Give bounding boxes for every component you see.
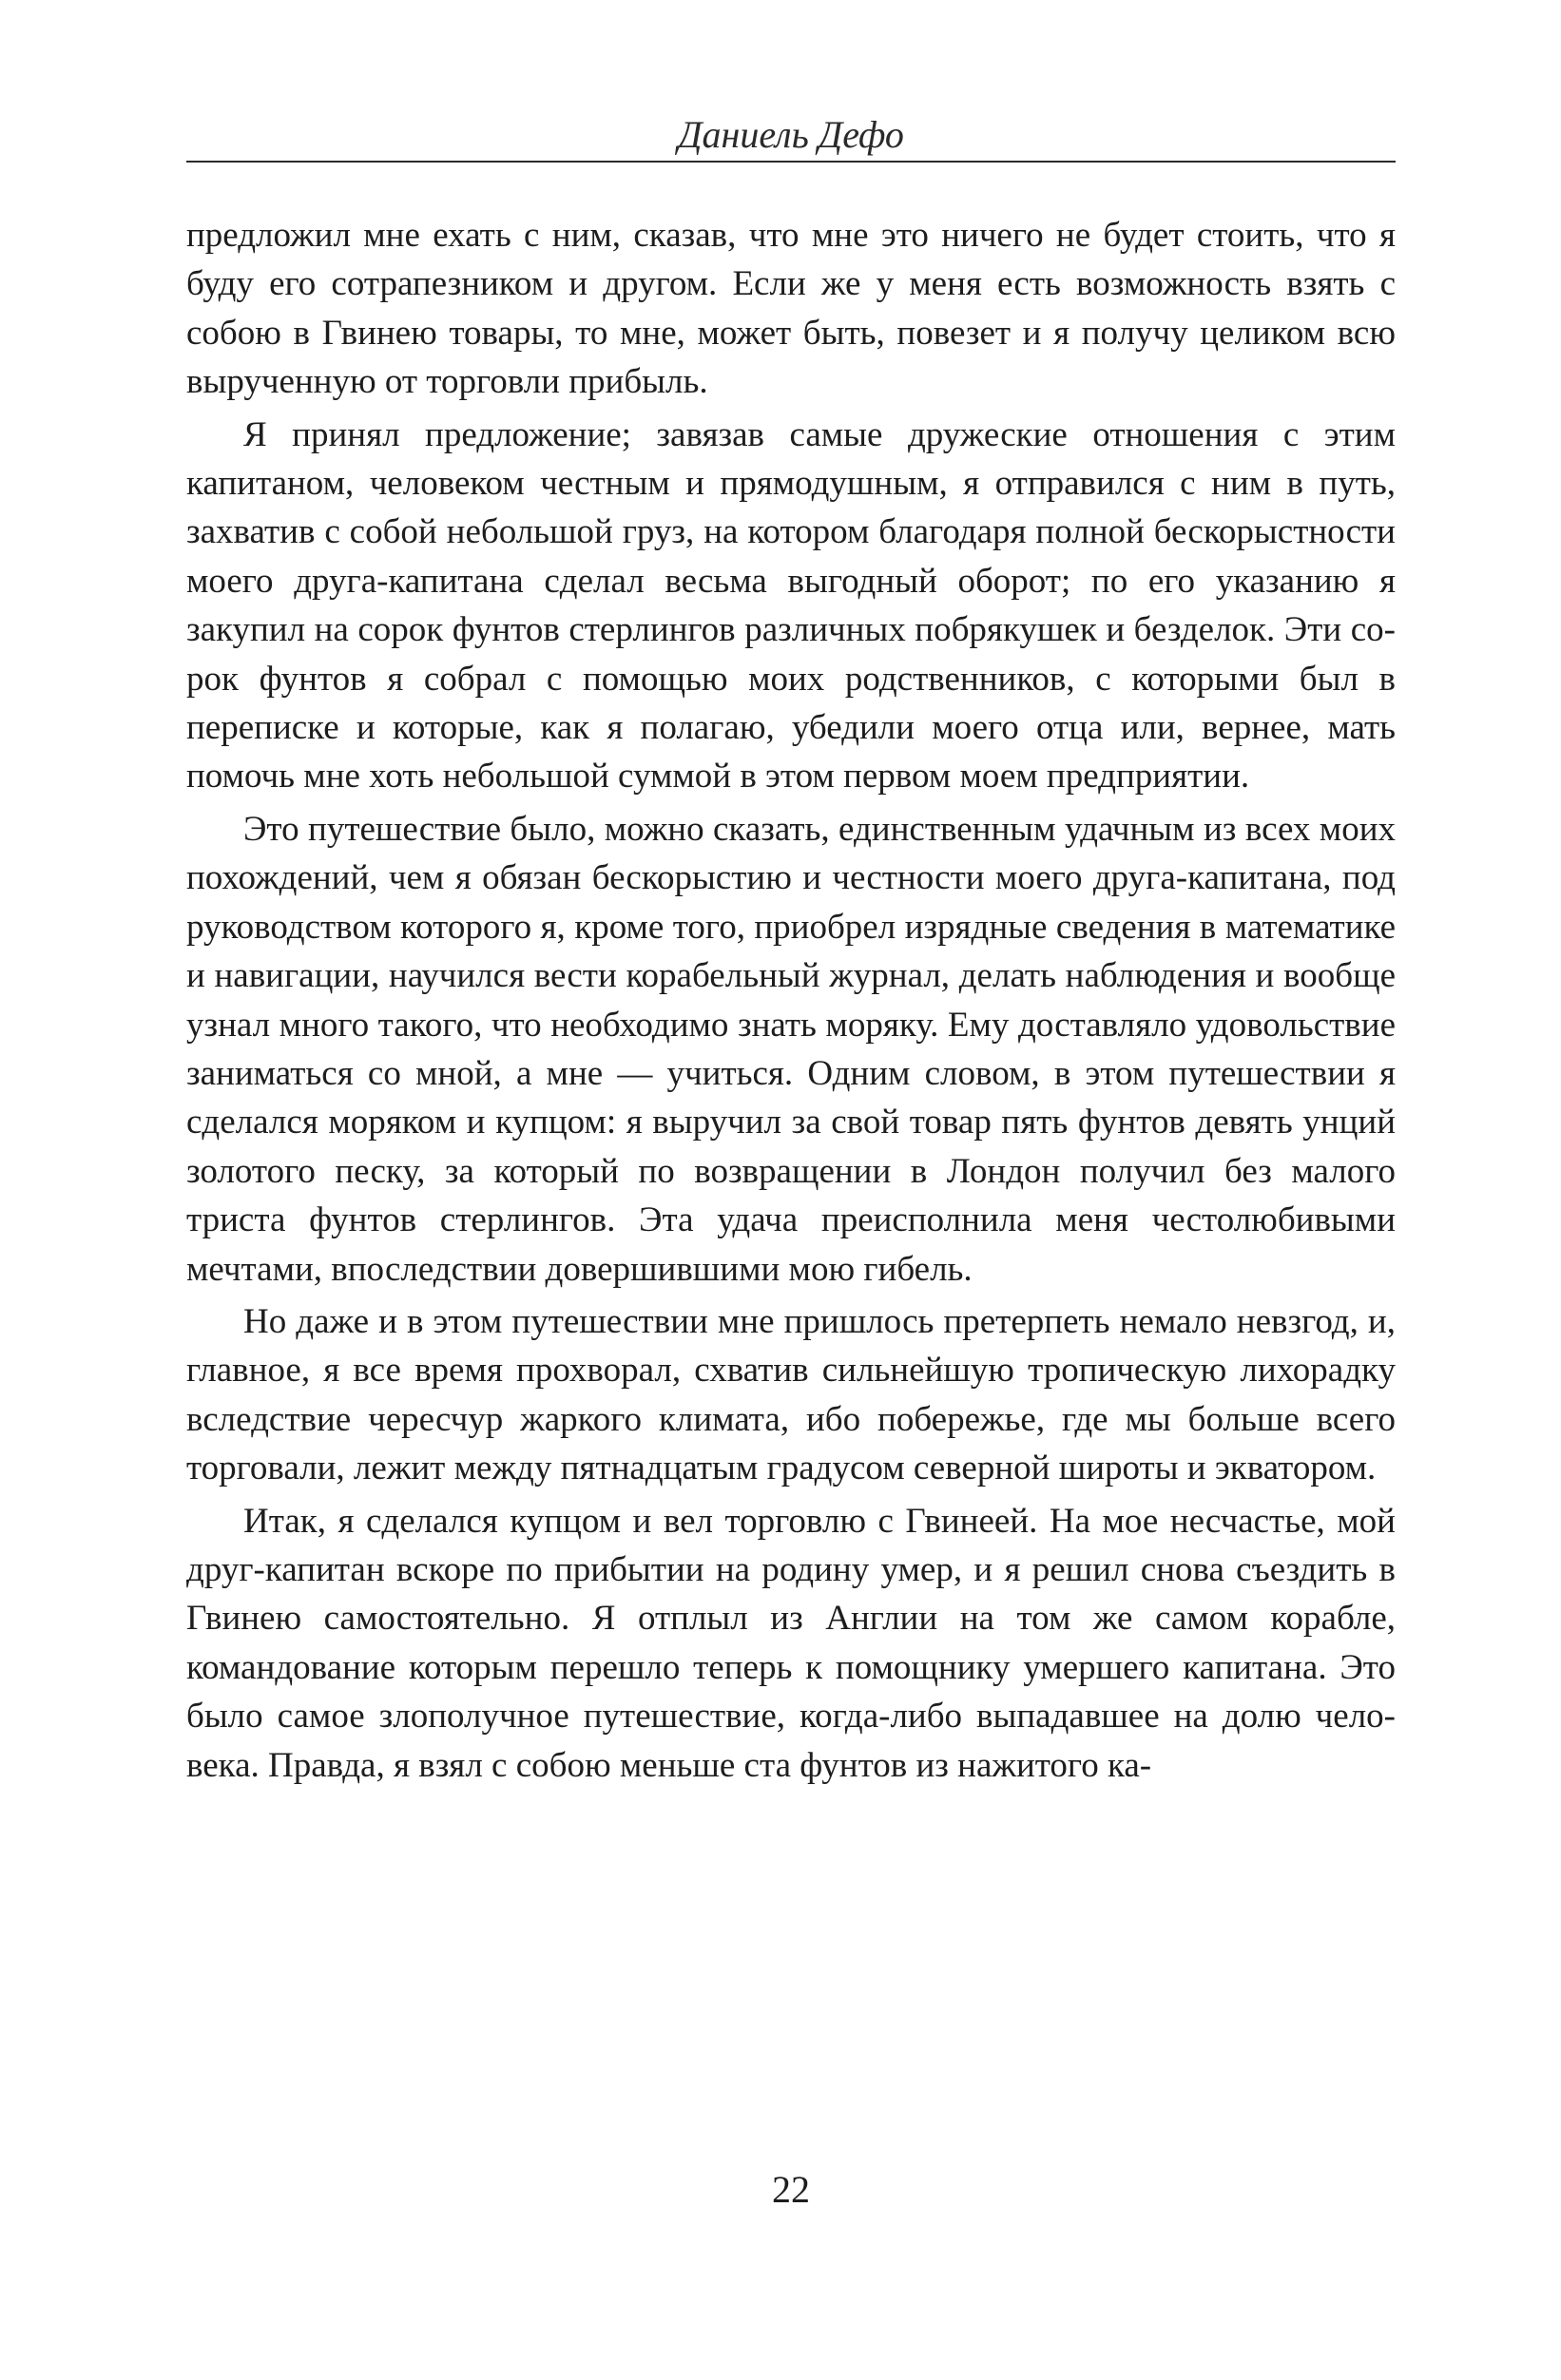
paragraph-2: Я принял предложение; завязав самые дружеские отношения с этим капитаном, человеком честным и прямодушным, я отправился с ним в путь, захватив с собой небольшой груз, на котором благодаря полной бескорыстности моего друга-капитана сделал весьма выгодный оборот; по его указанию я закупил на сорок фунтов стерлингов различных побрякушек и безделок. Эти сорок фунтов я собрал с помощью моих родственников, с которыми был в переписке и которые, как я полагаю, убедили моего отца или, вернее, мать помочь мне хоть небольшой суммой в этом первом моем предприятии. bbox=[186, 414, 1396, 797]
page-number: 22 bbox=[772, 2168, 810, 2211]
paragraph-4: Но даже и в этом путешествии мне пришлось претерпеть немало невзгод, и, главное, я все время прохворал, схватив сильнейшую тропическую лихорадку вследствие чересчур жаркого климата, ибо побережье, где мы больше всего торговали, лежит между пятнадцатым градусом северной широты и экватором. bbox=[186, 1301, 1396, 1488]
paragraph-5: Итак, я сделался купцом и вел торговлю с Гвинеей. На мое несчастье, мой друг-капитан вскоре по прибытии на родину умер, и я решил снова съездить в Гвинею самостоятельно. Я отплыл из Англии на том же самом корабле, командование которым перешло теперь к помощнику умершего капитана. Это было самое злополучное путешествие, когда-либо выпадавшее на долю человека. Правда, я взял с собою меньше ста фунтов из нажитого ка- bbox=[186, 1501, 1396, 1785]
paragraph-1: предложил мне ехать с ним, сказав, что мне это ничего не будет стоить, что я буду его сотрапезником и другом. Если же у меня есть возможность взять с собою в Гвинею товары, то мне, может быть, повезет и я получу целиком всю вырученную от торговли прибыль. bbox=[186, 216, 1396, 402]
page-body bbox=[186, 211, 1396, 1790]
header-rule bbox=[186, 161, 1396, 163]
paragraph-3: Это путешествие было, можно сказать, единственным удачным из всех моих похождений, чем я обязан бескорыстию и честности моего друга-капитана, под руководством которого я, кроме того, приобрел изрядные сведения в математике и навигации, научился вести корабельный журнал, делать наблюдения и вообще узнал много такого, что необходимо знать моряку. Ему доставляло удовольствие заниматься со мной, а мне — учиться. Одним словом, в этом путешествии я сделался моряком и купцом: я выручил за свой товар пять фунтов девять унций золотого песку, за который по возвращении в Лондон получил без малого триста фунтов стерлингов. Эта удача преисполнила меня честолюбивыми мечтами, впоследствии довершившими мою гибель. bbox=[186, 809, 1396, 1289]
running-title: Даниель Дефо bbox=[678, 113, 904, 156]
